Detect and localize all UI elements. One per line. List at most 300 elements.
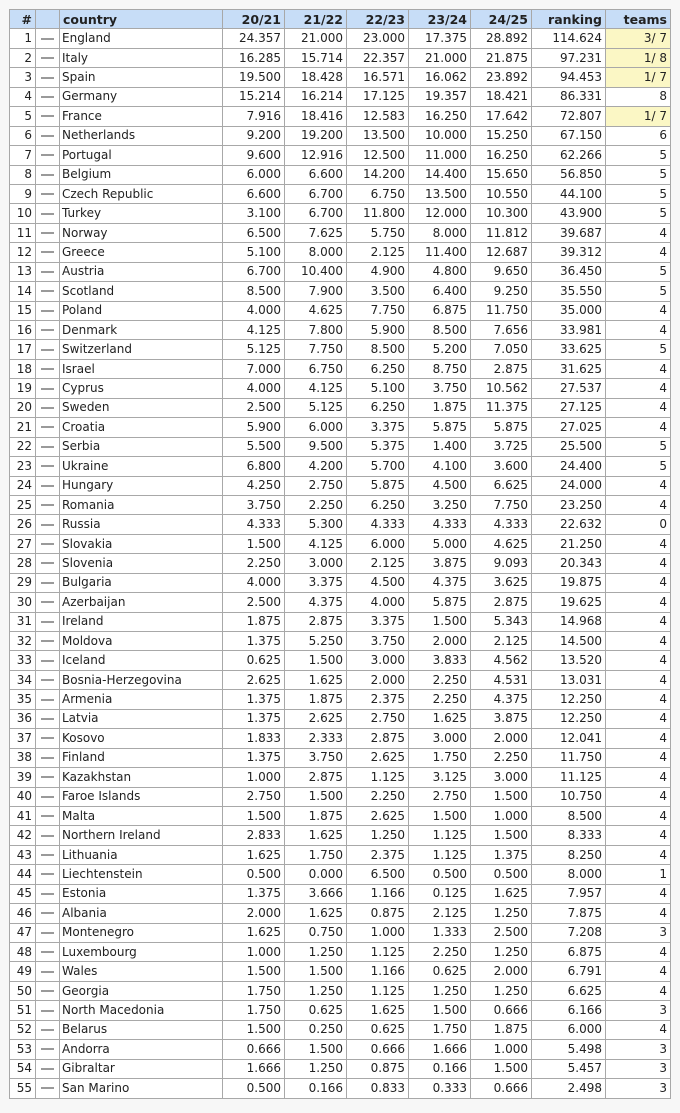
value-2324: 4.800 [409, 262, 471, 281]
teams-cell: 4 [606, 768, 671, 787]
value-2021: 0.625 [223, 651, 285, 670]
table-row [10, 632, 671, 651]
value-2021: 2.500 [223, 593, 285, 612]
movement-cell [36, 904, 60, 923]
no-change-dash-icon [41, 1029, 54, 1031]
teams-cell: 4 [606, 301, 671, 320]
ranking-cell: 35.000 [532, 301, 606, 320]
value-2021: 1.750 [223, 1001, 285, 1020]
value-2122: 10.400 [285, 262, 347, 281]
teams-cell: 4 [606, 670, 671, 689]
value-2425: 1.250 [471, 904, 532, 923]
value-2324: 3.125 [409, 768, 471, 787]
ranking-cell: 11.750 [532, 748, 606, 767]
no-change-dash-icon [41, 990, 54, 992]
teams-cell: 5 [606, 146, 671, 165]
no-change-dash-icon [41, 349, 54, 351]
value-2122: 1.250 [285, 981, 347, 1000]
value-2324: 14.400 [409, 165, 471, 184]
movement-cell [36, 826, 60, 845]
header-2425[interactable]: 24/25 [471, 10, 532, 29]
movement-cell [36, 68, 60, 87]
country-cell: Slovakia [60, 534, 223, 553]
rank-cell: 33 [10, 651, 36, 670]
ranking-cell: 97.231 [532, 48, 606, 67]
value-2122: 3.000 [285, 554, 347, 573]
no-change-dash-icon [41, 718, 54, 720]
rank-cell: 2 [10, 48, 36, 67]
rank-cell: 48 [10, 943, 36, 962]
value-2324: 3.000 [409, 729, 471, 748]
value-2425: 18.421 [471, 87, 532, 106]
value-2122: 4.625 [285, 301, 347, 320]
value-2223: 2.125 [347, 554, 409, 573]
value-2122: 6.750 [285, 359, 347, 378]
country-cell: Czech Republic [60, 184, 223, 203]
value-2324: 2.750 [409, 787, 471, 806]
value-2223: 16.571 [347, 68, 409, 87]
table-row [10, 418, 671, 437]
value-2425: 0.666 [471, 1079, 532, 1098]
value-2425: 3.000 [471, 768, 532, 787]
value-2223: 0.625 [347, 1020, 409, 1039]
value-2223: 1.125 [347, 981, 409, 1000]
value-2425: 1.375 [471, 845, 532, 864]
value-2425: 1.000 [471, 1040, 532, 1059]
ranking-cell: 43.900 [532, 204, 606, 223]
value-2122: 1.500 [285, 962, 347, 981]
value-2223: 5.900 [347, 321, 409, 340]
rank-cell: 6 [10, 126, 36, 145]
teams-cell: 4 [606, 845, 671, 864]
no-change-dash-icon [41, 524, 54, 526]
value-2223: 0.833 [347, 1079, 409, 1098]
value-2122: 4.125 [285, 534, 347, 553]
ranking-cell: 11.125 [532, 768, 606, 787]
value-2223: 3.750 [347, 632, 409, 651]
rank-cell: 46 [10, 904, 36, 923]
value-2324: 3.750 [409, 379, 471, 398]
no-change-dash-icon [41, 96, 54, 98]
value-2223: 0.666 [347, 1040, 409, 1059]
movement-cell [36, 651, 60, 670]
teams-cell: 4 [606, 243, 671, 262]
table-row [10, 612, 671, 631]
no-change-dash-icon [41, 621, 54, 623]
no-change-dash-icon [41, 893, 54, 895]
value-2021: 2.000 [223, 904, 285, 923]
header-rank[interactable]: # [10, 10, 36, 29]
table-row [10, 651, 671, 670]
no-change-dash-icon [41, 815, 54, 817]
teams-cell: 4 [606, 904, 671, 923]
table-row [10, 806, 671, 825]
rank-cell: 43 [10, 845, 36, 864]
value-2122: 5.300 [285, 515, 347, 534]
teams-cell: 1/ 7 [606, 107, 671, 126]
value-2021: 1.625 [223, 845, 285, 864]
no-change-dash-icon [41, 388, 54, 390]
value-2122: 21.000 [285, 29, 347, 48]
header-row [10, 10, 671, 29]
value-2122: 1.500 [285, 1040, 347, 1059]
value-2122: 3.666 [285, 884, 347, 903]
header-2324[interactable]: 23/24 [409, 10, 471, 29]
country-cell: Montenegro [60, 923, 223, 942]
no-change-dash-icon [41, 543, 54, 545]
value-2021: 9.600 [223, 146, 285, 165]
teams-cell: 4 [606, 981, 671, 1000]
value-2425: 2.875 [471, 593, 532, 612]
teams-cell: 0 [606, 515, 671, 534]
table-row [10, 787, 671, 806]
value-2425: 3.725 [471, 437, 532, 456]
ranking-cell: 86.331 [532, 87, 606, 106]
country-cell: Kazakhstan [60, 768, 223, 787]
table-row [10, 865, 671, 884]
no-change-dash-icon [41, 1048, 54, 1050]
value-2223: 4.000 [347, 593, 409, 612]
table-row [10, 729, 671, 748]
value-2021: 5.900 [223, 418, 285, 437]
ranking-cell: 7.875 [532, 904, 606, 923]
movement-cell [36, 340, 60, 359]
value-2021: 15.214 [223, 87, 285, 106]
rank-cell: 36 [10, 709, 36, 728]
ranking-cell: 8.333 [532, 826, 606, 845]
value-2122: 8.000 [285, 243, 347, 262]
teams-cell: 4 [606, 943, 671, 962]
value-2122: 0.750 [285, 923, 347, 942]
value-2223: 7.750 [347, 301, 409, 320]
country-cell: Albania [60, 904, 223, 923]
ranking-cell: 7.208 [532, 923, 606, 942]
value-2324: 2.250 [409, 690, 471, 709]
country-cell: Ireland [60, 612, 223, 631]
header-teams[interactable]: teams [606, 10, 671, 29]
value-2021: 5.500 [223, 437, 285, 456]
movement-cell [36, 729, 60, 748]
table-row [10, 68, 671, 87]
movement-cell [36, 87, 60, 106]
rank-cell: 26 [10, 515, 36, 534]
value-2324: 11.000 [409, 146, 471, 165]
teams-cell: 5 [606, 340, 671, 359]
table-row [10, 1040, 671, 1059]
table-row [10, 670, 671, 689]
value-2324: 0.166 [409, 1059, 471, 1078]
ranking-cell: 36.450 [532, 262, 606, 281]
rank-cell: 22 [10, 437, 36, 456]
value-2021: 19.500 [223, 68, 285, 87]
ranking-cell: 6.166 [532, 1001, 606, 1020]
no-change-dash-icon [41, 193, 54, 195]
rank-cell: 1 [10, 29, 36, 48]
rank-cell: 16 [10, 321, 36, 340]
rank-cell: 9 [10, 184, 36, 203]
value-2425: 4.562 [471, 651, 532, 670]
movement-cell [36, 1001, 60, 1020]
value-2021: 9.200 [223, 126, 285, 145]
rank-cell: 53 [10, 1040, 36, 1059]
value-2122: 0.625 [285, 1001, 347, 1020]
value-2223: 2.375 [347, 690, 409, 709]
ranking-cell: 12.041 [532, 729, 606, 748]
value-2021: 6.700 [223, 262, 285, 281]
teams-cell: 1/ 7 [606, 68, 671, 87]
value-2223: 3.000 [347, 651, 409, 670]
value-2122: 2.875 [285, 768, 347, 787]
country-cell: Switzerland [60, 340, 223, 359]
value-2223: 6.250 [347, 359, 409, 378]
value-2021: 1.500 [223, 534, 285, 553]
ranking-cell: 31.625 [532, 359, 606, 378]
value-2324: 4.500 [409, 476, 471, 495]
teams-cell: 8 [606, 87, 671, 106]
value-2324: 1.875 [409, 398, 471, 417]
rank-cell: 5 [10, 107, 36, 126]
country-cell: France [60, 107, 223, 126]
rank-cell: 34 [10, 670, 36, 689]
value-2324: 8.500 [409, 321, 471, 340]
header-ranking[interactable]: ranking [532, 10, 606, 29]
country-cell: Netherlands [60, 126, 223, 145]
country-cell: Russia [60, 515, 223, 534]
ranking-cell: 6.791 [532, 962, 606, 981]
value-2021: 1.000 [223, 943, 285, 962]
value-2021: 2.833 [223, 826, 285, 845]
value-2122: 0.000 [285, 865, 347, 884]
value-2021: 1.000 [223, 768, 285, 787]
movement-cell [36, 845, 60, 864]
value-2324: 5.000 [409, 534, 471, 553]
movement-cell [36, 48, 60, 67]
value-2021: 5.125 [223, 340, 285, 359]
ranking-cell: 39.687 [532, 223, 606, 242]
value-2324: 4.375 [409, 573, 471, 592]
header-country[interactable]: country [60, 10, 223, 29]
table-row [10, 243, 671, 262]
value-2223: 1.166 [347, 962, 409, 981]
ranking-cell: 22.632 [532, 515, 606, 534]
ranking-cell: 13.520 [532, 651, 606, 670]
rank-cell: 3 [10, 68, 36, 87]
rank-cell: 12 [10, 243, 36, 262]
teams-cell: 4 [606, 806, 671, 825]
value-2425: 21.875 [471, 48, 532, 67]
value-2122: 4.375 [285, 593, 347, 612]
table-row [10, 107, 671, 126]
value-2223: 4.333 [347, 515, 409, 534]
rank-cell: 37 [10, 729, 36, 748]
ranking-cell: 39.312 [532, 243, 606, 262]
country-cell: Cyprus [60, 379, 223, 398]
no-change-dash-icon [41, 971, 54, 973]
ranking-cell: 5.498 [532, 1040, 606, 1059]
no-change-dash-icon [41, 465, 54, 467]
movement-cell [36, 709, 60, 728]
value-2324: 8.000 [409, 223, 471, 242]
value-2122: 9.500 [285, 437, 347, 456]
value-2425: 23.892 [471, 68, 532, 87]
ranking-cell: 62.266 [532, 146, 606, 165]
rank-cell: 23 [10, 457, 36, 476]
country-cell: Malta [60, 806, 223, 825]
value-2425: 5.875 [471, 418, 532, 437]
rank-cell: 21 [10, 418, 36, 437]
no-change-dash-icon [41, 310, 54, 312]
value-2122: 6.000 [285, 418, 347, 437]
ranking-cell: 8.250 [532, 845, 606, 864]
value-2324: 3.875 [409, 554, 471, 573]
value-2122: 1.875 [285, 806, 347, 825]
no-change-dash-icon [41, 213, 54, 215]
rank-cell: 44 [10, 865, 36, 884]
country-cell: Romania [60, 495, 223, 514]
no-change-dash-icon [41, 271, 54, 273]
country-cell: Latvia [60, 709, 223, 728]
value-2324: 5.875 [409, 418, 471, 437]
movement-cell [36, 1059, 60, 1078]
value-2324: 2.125 [409, 904, 471, 923]
country-cell: Armenia [60, 690, 223, 709]
value-2425: 15.650 [471, 165, 532, 184]
movement-cell [36, 321, 60, 340]
teams-cell: 4 [606, 573, 671, 592]
no-change-dash-icon [41, 504, 54, 506]
header-2223[interactable]: 22/23 [347, 10, 409, 29]
value-2223: 2.250 [347, 787, 409, 806]
ranking-cell: 23.250 [532, 495, 606, 514]
no-change-dash-icon [41, 174, 54, 176]
value-2425: 3.600 [471, 457, 532, 476]
movement-cell [36, 768, 60, 787]
value-2122: 6.700 [285, 184, 347, 203]
no-change-dash-icon [41, 660, 54, 662]
value-2425: 16.250 [471, 146, 532, 165]
ranking-cell: 44.100 [532, 184, 606, 203]
ranking-cell: 25.500 [532, 437, 606, 456]
ranking-cell: 24.000 [532, 476, 606, 495]
country-cell: Moldova [60, 632, 223, 651]
value-2324: 1.750 [409, 1020, 471, 1039]
country-cell: Georgia [60, 981, 223, 1000]
movement-cell [36, 146, 60, 165]
no-change-dash-icon [41, 232, 54, 234]
value-2324: 2.250 [409, 670, 471, 689]
value-2223: 6.250 [347, 398, 409, 417]
movement-cell [36, 573, 60, 592]
country-cell: Scotland [60, 282, 223, 301]
value-2021: 1.375 [223, 632, 285, 651]
movement-cell [36, 282, 60, 301]
movement-cell [36, 457, 60, 476]
movement-cell [36, 612, 60, 631]
no-change-dash-icon [41, 251, 54, 253]
value-2324: 12.000 [409, 204, 471, 223]
value-2324: 4.333 [409, 515, 471, 534]
value-2021: 1.375 [223, 690, 285, 709]
no-change-dash-icon [41, 776, 54, 778]
value-2021: 0.500 [223, 865, 285, 884]
value-2425: 11.750 [471, 301, 532, 320]
no-change-dash-icon [41, 426, 54, 428]
value-2122: 4.200 [285, 457, 347, 476]
teams-cell: 4 [606, 884, 671, 903]
header-2021[interactable]: 20/21 [223, 10, 285, 29]
teams-cell: 3 [606, 1059, 671, 1078]
rank-cell: 17 [10, 340, 36, 359]
value-2122: 4.125 [285, 379, 347, 398]
no-change-dash-icon [41, 154, 54, 156]
rank-cell: 14 [10, 282, 36, 301]
ranking-cell: 6.000 [532, 1020, 606, 1039]
value-2223: 13.500 [347, 126, 409, 145]
teams-cell: 5 [606, 165, 671, 184]
teams-cell: 4 [606, 359, 671, 378]
movement-cell [36, 165, 60, 184]
value-2223: 5.750 [347, 223, 409, 242]
country-cell: Croatia [60, 418, 223, 437]
country-cell: Turkey [60, 204, 223, 223]
header-movement [36, 10, 60, 29]
rank-cell: 55 [10, 1079, 36, 1098]
country-cell: Kosovo [60, 729, 223, 748]
rank-cell: 32 [10, 632, 36, 651]
table-row [10, 204, 671, 223]
value-2223: 0.875 [347, 904, 409, 923]
value-2425: 4.531 [471, 670, 532, 689]
value-2223: 1.125 [347, 943, 409, 962]
rank-cell: 19 [10, 379, 36, 398]
value-2021: 6.800 [223, 457, 285, 476]
ranking-cell: 114.624 [532, 29, 606, 48]
table-row [10, 126, 671, 145]
movement-cell [36, 1040, 60, 1059]
movement-cell [36, 515, 60, 534]
teams-cell: 4 [606, 632, 671, 651]
value-2223: 2.000 [347, 670, 409, 689]
value-2122: 2.250 [285, 495, 347, 514]
value-2122: 6.600 [285, 165, 347, 184]
value-2324: 1.250 [409, 981, 471, 1000]
value-2425: 7.050 [471, 340, 532, 359]
value-2223: 12.583 [347, 107, 409, 126]
value-2324: 1.333 [409, 923, 471, 942]
value-2324: 13.500 [409, 184, 471, 203]
value-2324: 1.500 [409, 806, 471, 825]
table-row [10, 165, 671, 184]
no-change-dash-icon [41, 679, 54, 681]
value-2122: 2.625 [285, 709, 347, 728]
movement-cell [36, 1079, 60, 1098]
no-change-dash-icon [41, 1010, 54, 1012]
ranking-cell: 19.875 [532, 573, 606, 592]
value-2425: 2.000 [471, 962, 532, 981]
value-2223: 8.500 [347, 340, 409, 359]
country-cell: Gibraltar [60, 1059, 223, 1078]
ranking-cell: 7.957 [532, 884, 606, 903]
header-2122[interactable]: 21/22 [285, 10, 347, 29]
no-change-dash-icon [41, 115, 54, 117]
rank-cell: 15 [10, 301, 36, 320]
no-change-dash-icon [41, 446, 54, 448]
value-2425: 3.875 [471, 709, 532, 728]
country-cell: Estonia [60, 884, 223, 903]
teams-cell: 4 [606, 418, 671, 437]
teams-cell: 5 [606, 262, 671, 281]
value-2425: 4.625 [471, 534, 532, 553]
